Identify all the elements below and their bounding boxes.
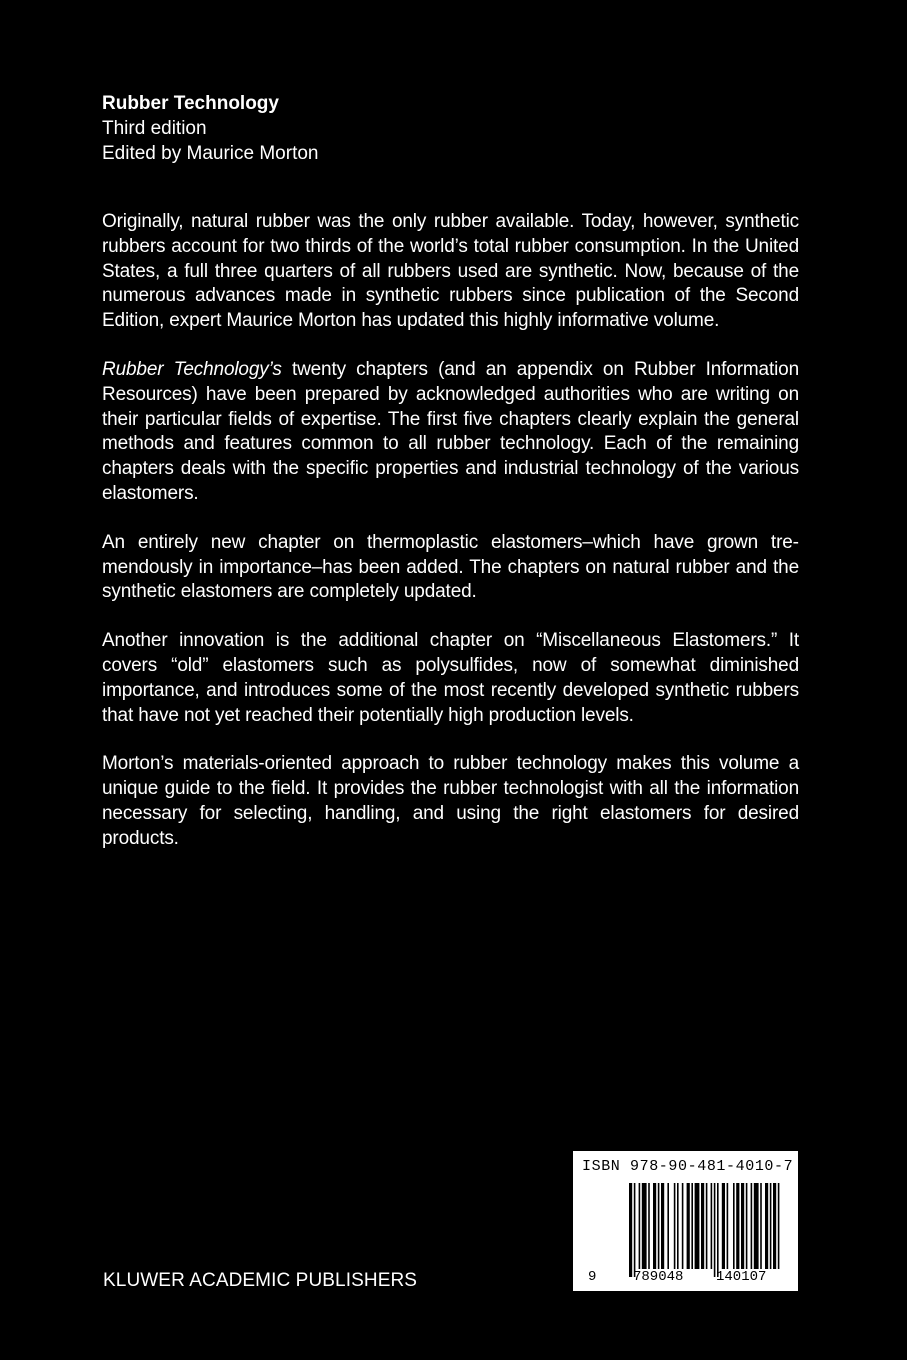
book-editor: Edited by Maurice Morton [102,143,319,164]
barcode-bar [653,1183,656,1269]
barcode-bar [765,1183,768,1269]
book-edition: Third edition [102,118,207,139]
book-title: Rubber Technology [102,93,279,114]
barcode-bar [754,1183,759,1269]
barcode-bar [770,1183,772,1269]
barcode-bar [733,1183,735,1269]
barcode-bar [706,1183,708,1269]
barcode-bar [722,1183,725,1269]
blurb [102,210,799,876]
barcode-bar [741,1183,744,1269]
barcode-bar [695,1183,700,1269]
italic-book-title: Rubber Technology’s [102,358,282,380]
barcode-bar [691,1183,693,1269]
publisher-name: KLUWER ACADEMIC PUBLISHERS [103,1270,418,1291]
barcode-bar [778,1183,780,1269]
barcode-bar [711,1183,713,1269]
blurb-paragraph-5: Morton’s materials-oriented approach to rubber technology makes this volume a unique guide to the field. It provides the rubber technologist with all the information necessary for selecting, handling, and using the right elastomers for desired products. [102,753,799,849]
barcode-bar [648,1183,650,1269]
barcode-bar [701,1183,704,1269]
blurb-paragraph-4: Another innovation is the additional chapter on “Miscellaneous Elastomers.” It covers “old” elastomers such as polysulfides, now of somewhat diminished importance, and introduces some of the most recently developed synthetic rubbers that have not yet reached their potentially high production levels. [102,630,799,726]
barcode-bar [629,1183,632,1277]
barcode-bar [736,1183,739,1269]
barcode-bar [727,1183,729,1269]
barcode-bar [687,1183,690,1269]
barcode-bar [746,1183,748,1269]
isbn-label: ISBN 978-90-481-4010-7 [582,1158,794,1175]
barcode-bar [760,1183,762,1269]
barcode-bar [634,1183,636,1277]
barcode-bar [642,1183,647,1269]
barcode-bar [717,1183,719,1277]
blurb-paragraph-2 [102,358,799,507]
barcode-bar [682,1183,684,1269]
barcode-bar [658,1183,660,1269]
barcode-bar [661,1183,664,1269]
barcode-bar [714,1183,716,1277]
barcode-bar [751,1183,753,1269]
barcode-bar [639,1183,641,1269]
blurb-paragraph-2-text: twenty chapters (and an appendix on Rubber Information Resources) have been prepared by acknowledged authorities who are writing on their particular fields of expertise. The first five chapters clearly explain the general methods and features common to all rubber technology. Each of the remaining chapters deals with the specific properties and industrial technology of the various elastomers. [102,358,799,504]
barcode-digits-right: 140107 [716,1269,767,1285]
barcode-bar [773,1183,776,1269]
book-header [102,91,802,166]
barcode-bar [667,1183,669,1269]
barcode-bar [674,1183,676,1269]
barcode-digits-left: 789048 [633,1269,684,1285]
barcode-bar [677,1183,679,1269]
isbn-barcode [573,1151,798,1291]
barcode-digit-first: 9 [588,1269,597,1285]
blurb-paragraph-3: An entirely new chapter on thermoplastic elastomers–which have grown tremendously in importance–has been added. The chapters on natural rubber and the synthetic elastomers are completely updated. [102,531,799,603]
blurb-paragraph-1: Originally, natural rubber was the only rubber available. Today, however, synthetic rubbers account for two thirds of the world’s total rubber consumption. In the United States, a full three quarters of all rubbers used are synthetic. Now, because of the numerous advances made in synthetic rubbers since publication of the Second Edition, expert Maurice Morton has updated this highly informative volume. [102,211,799,332]
